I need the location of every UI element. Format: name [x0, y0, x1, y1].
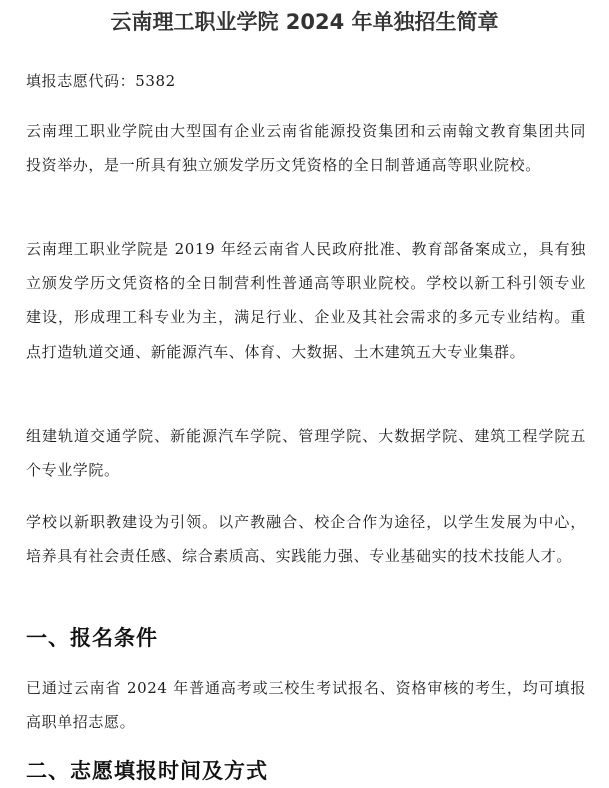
intro-paragraph: 云南理工职业学院由大型国有企业云南省能源投资集团和云南翰文教育集团共同投资举办，是一所具有独立颁发学历文凭资格的全日制普通高等职业院校。 — [26, 122, 586, 175]
colleges-paragraph: 组建轨道交通学院、新能源汽车学院、管理学院、大数据学院、建筑工程学院五个专业学院。 — [26, 427, 586, 480]
eligibility-paragraph: 已通过云南省 2024 年普通高考或三校生考试报名、资格审核的考生，均可填报高职单招志愿。 — [26, 679, 586, 732]
history-paragraph: 云南理工职业学院是 2019 年经云南省人民政府批准、教育部备案成立，具有独立颁发学历文凭资格的全日制营利性普通高等职业院校。学校以新工科引领专业建设，形成理工科专业为主，满足行业、企业及其社会需求的多元专业结构。重点打造轨道交通、新能源汽车、体育、大数据、土木建筑五大专业集群。 — [26, 240, 586, 361]
application-code: 填报志愿代码：5382 — [26, 72, 176, 90]
document-title: 云南理工职业学院 2024 年单独招生简章 — [110, 10, 499, 34]
section-heading-application-time: 二、志愿填报时间及方式 — [26, 759, 268, 783]
mission-paragraph: 学校以新职教建设为引领。以产教融合、校企合作为途径，以学生发展为中心，培养具有社会责任感、综合素质高、实践能力强、专业基础实的技术技能人才。 — [26, 513, 586, 566]
section-heading-eligibility: 一、报名条件 — [26, 626, 158, 650]
